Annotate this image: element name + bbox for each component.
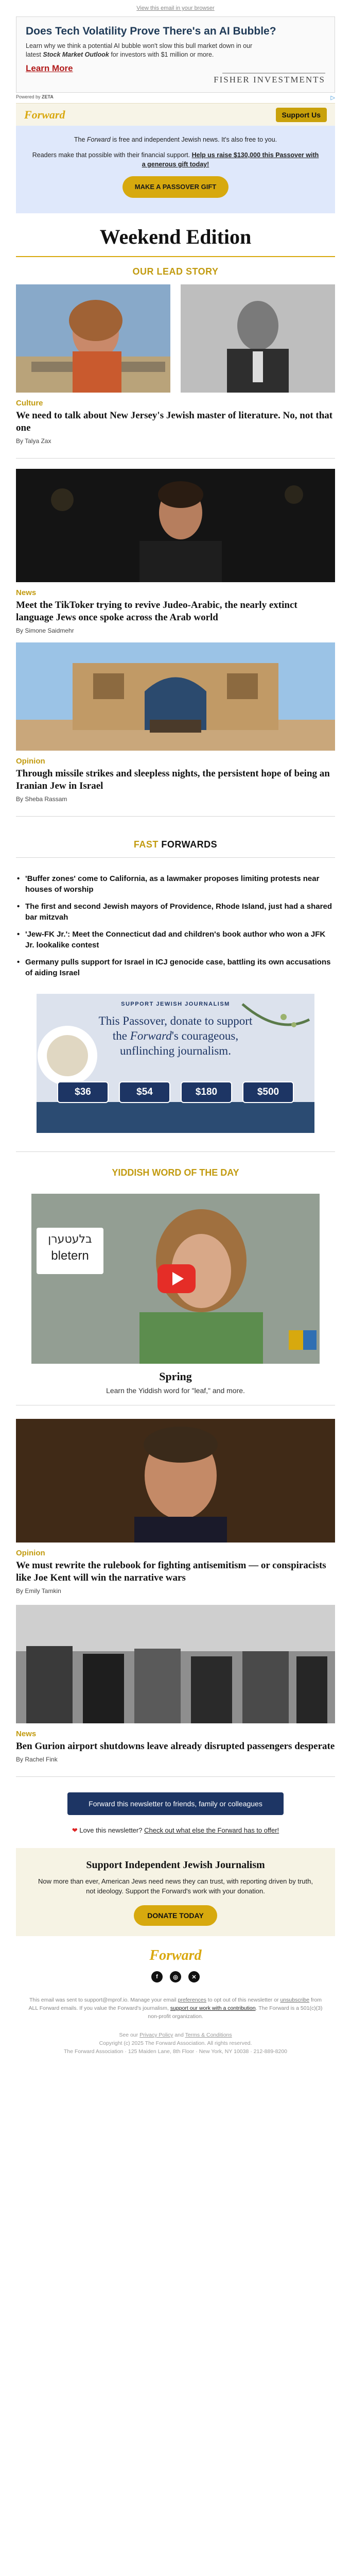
masthead (16, 103, 335, 126)
footer-forward-logo[interactable]: Forward (149, 1947, 202, 1963)
story-image-art (16, 1419, 335, 1543)
gold-divider (16, 256, 335, 257)
social-links (0, 1971, 351, 1982)
story-category[interactable]: Opinion (16, 757, 45, 766)
story-category[interactable]: Opinion (16, 1549, 45, 1557)
list-item[interactable]: • 'Jew-FK Jr.': Meet the Connecticut dad and children's book author who won a JFK Jr. lookalike contest (16, 929, 335, 951)
fast-forwards-label-accent: FAST (133, 839, 159, 850)
story-image[interactable] (16, 1605, 335, 1723)
story-image-art (16, 469, 335, 582)
story-card[interactable] (16, 284, 335, 445)
section-divider (16, 1151, 335, 1152)
powered-by-brand: ZETA (42, 94, 54, 99)
story-category[interactable]: News (16, 1730, 37, 1738)
donation-amount-button[interactable]: $36 (57, 1081, 109, 1103)
policy-line (26, 2031, 325, 2039)
passover-gift-button[interactable]: MAKE A PASSOVER GIFT (122, 176, 229, 198)
story-divider (16, 458, 335, 459)
support-title: Support Independent Jewish Journalism (86, 1859, 265, 1871)
donate-banner-line-2-post: 's courageous, (171, 1029, 239, 1042)
story-image-art (16, 642, 335, 751)
intro-line-1-pre: The (74, 136, 87, 143)
story-headline[interactable]: We must rewrite the rulebook for fighting antisemitism — or conspiracists like Joe Kent will win the narrative wars (16, 1560, 326, 1583)
ad-brand-line (222, 73, 325, 74)
love-newsletter-line (0, 1826, 351, 1835)
intro-line-2-pre: Readers make that possible with their financial support. (32, 151, 192, 159)
story-byline: By Talya Zax (16, 437, 51, 445)
fine-print-pre: This email was sent to support@mprof.io. Manage your email (29, 1997, 178, 2003)
privacy-policy-link[interactable]: Privacy Policy (139, 2032, 173, 2038)
ad-learn-more-link[interactable]: Learn More (26, 63, 73, 73)
story-image[interactable] (16, 284, 335, 393)
list-item[interactable]: • 'Buffer zones' come to California, as a lawmaker proposes limiting protests near houses of worship (16, 873, 335, 895)
donate-banner-copy (37, 1013, 314, 1058)
list-item[interactable]: • Germany pulls support for Israel in ICJ genocide case, battling its own accusations of aiding Israel (16, 957, 335, 978)
story-headline[interactable]: We need to talk about New Jersey's Jewish master of literature. No, not that one (16, 410, 333, 433)
yiddish-word-card (37, 1228, 103, 1274)
yiddish-word-translit: bletern (51, 1249, 89, 1263)
story-image[interactable] (16, 642, 335, 751)
x-twitter-icon[interactable]: ✕ (188, 1971, 200, 1982)
story-image[interactable] (16, 469, 335, 582)
donation-amount-button[interactable]: $180 (181, 1081, 232, 1103)
view-in-browser-link[interactable]: View this email in your browser (136, 5, 215, 11)
address: The Forward Association · 125 Maiden Lane, 8th Floor · New York, NY 10038 · 212-889-8200 (63, 2048, 288, 2055)
footer-legal (26, 2031, 325, 2066)
donate-banner-line-2-pre: the (112, 1029, 130, 1042)
story-headline[interactable]: Ben Gurion airport shutdowns leave already disrupted passengers desperate (16, 1741, 335, 1752)
story-card[interactable] (16, 642, 335, 803)
powered-by-text (16, 94, 54, 101)
fast-forwards-label-dark: FORWARDS (158, 839, 218, 850)
adchoices-icon[interactable]: ▷ (330, 95, 335, 101)
terms-link[interactable]: Terms & Conditions (185, 2032, 232, 2038)
instagram-icon[interactable]: ◎ (170, 1971, 181, 1982)
donate-banner-line-2-em: Forward (130, 1029, 172, 1042)
powered-by-bar (16, 93, 335, 103)
list-item[interactable]: • The first and second Jewish mayors of Providence, Rhode Island, just had a shared bar mitzvah (16, 901, 335, 923)
powered-by-label: Powered by (16, 94, 41, 99)
ad-headline[interactable]: Does Tech Volatility Prove There's an AI Bubble? (26, 25, 276, 37)
story-category[interactable]: Culture (16, 399, 43, 408)
ad-brand-logo: FISHER INVESTMENTS (214, 75, 325, 84)
play-icon (172, 1272, 184, 1285)
preferences-link[interactable]: preferences (178, 1997, 206, 2003)
story-image-art (16, 284, 335, 393)
edition-title: Weekend Edition (99, 225, 252, 248)
support-us-button[interactable]: Support Us (276, 108, 327, 122)
policy-pre: See our (119, 2032, 140, 2038)
fast-forwards-divider (16, 857, 335, 858)
play-button[interactable] (157, 1264, 196, 1293)
story-byline: By Simone Saidmehr (16, 627, 74, 634)
donate-today-button[interactable]: DONATE TODAY (134, 1905, 217, 1926)
story-byline: By Emily Tamkin (16, 1587, 61, 1595)
facebook-icon[interactable]: f (151, 1971, 163, 1982)
fundraising-goal-link[interactable]: Help us raise $130,000 this Passover with a generous gift today! (142, 151, 319, 168)
support-body: Now more than ever, American Jews need news they can trust, with reporting driven by truth, not ideology. Support the Forward's work with your donation. (38, 1877, 313, 1895)
story-card[interactable] (16, 1605, 335, 1763)
offerings-link[interactable]: Check out what else the Forward has to offer! (144, 1826, 279, 1834)
donate-banner-line-1: This Passover, donate to support (98, 1014, 253, 1027)
story-byline: By Rachel Fink (16, 1756, 58, 1763)
fine-print-mid-2: from ALL Forward emails. If you value the Forward's journalism, (28, 1997, 322, 2011)
yiddish-word[interactable]: Spring (159, 1370, 192, 1383)
story-card[interactable] (16, 469, 335, 634)
section-divider (16, 816, 335, 817)
yiddish-word-hebrew: בלעטערן (48, 1233, 92, 1246)
yiddish-word-label: YIDDISH WORD OF THE DAY (112, 1167, 239, 1178)
footer-fine-print (26, 1996, 325, 2021)
fast-forwards-list (16, 873, 335, 978)
story-card[interactable] (16, 1419, 335, 1595)
fine-print-mid-1: to opt out of this newsletter or (206, 1997, 280, 2003)
policy-mid: and (173, 2032, 185, 2038)
donation-amount-button[interactable]: $54 (119, 1081, 170, 1103)
intro-line-2 (31, 150, 320, 169)
forward-newsletter-button[interactable]: Forward this newsletter to friends, family or colleagues (67, 1792, 284, 1815)
copyright: Copyright (c) 2025 The Forward Association. All rights reserved. (99, 2040, 252, 2046)
ad-body-emph: Stock Market Outlook (43, 51, 109, 58)
intro-line-1-em: Forward (86, 136, 111, 143)
story-image[interactable] (16, 1419, 335, 1543)
forward-logo[interactable]: Forward (24, 108, 65, 121)
yiddish-word-sub: Learn the Yiddish word for "leaf," and more. (106, 1386, 245, 1395)
story-headline[interactable]: Meet the TikToker trying to revive Judeo-Arabic, the nearly extinct language Jews once spoke across the Arab world (16, 600, 297, 623)
fine-print-tail: . The Forward is a 501(c)(3) non-profit organization. (148, 2005, 323, 2020)
heart-icon: ❤ (72, 1826, 78, 1834)
section-divider (16, 1776, 335, 1777)
donation-amount-button[interactable]: $500 (242, 1081, 294, 1103)
passover-donate-banner[interactable] (37, 994, 314, 1133)
story-image-art (16, 1605, 335, 1723)
unsubscribe-link[interactable]: unsubscribe (280, 1997, 310, 2003)
donation-amounts (57, 1081, 294, 1103)
lead-story-label: OUR LEAD STORY (132, 266, 219, 277)
donate-banner-label: SUPPORT JEWISH JOURNALISM (121, 1001, 230, 1007)
ad-body (26, 42, 268, 59)
ad-body-lead: Learn why we think a potential AI bubble won't slow this bull market down in our latest (26, 42, 253, 58)
ad-body-tail: for investors with $1 million or more. (109, 51, 214, 58)
intro-line-1 (31, 135, 320, 144)
contribution-link[interactable]: support our work with a contribution (170, 2005, 256, 2011)
donate-banner-line-2 (37, 1028, 314, 1043)
intro-line-1-post: is free and independent Jewish news. It's also free to you. (110, 136, 277, 143)
yiddish-video[interactable] (31, 1194, 320, 1364)
fast-forwards-label (0, 839, 351, 850)
story-headline[interactable]: Through missile strikes and sleepless nights, the persistent hope of being an Iranian Jew in Israel (16, 768, 330, 791)
sponsor-ad[interactable] (16, 16, 335, 93)
story-byline: By Sheba Rassam (16, 795, 67, 803)
support-section (16, 1848, 335, 1936)
donate-banner-line-3: unflinching journalism. (120, 1044, 231, 1057)
intro-banner (16, 126, 335, 213)
love-newsletter-text: Love this newsletter? (77, 1826, 145, 1834)
story-category[interactable]: News (16, 588, 37, 597)
